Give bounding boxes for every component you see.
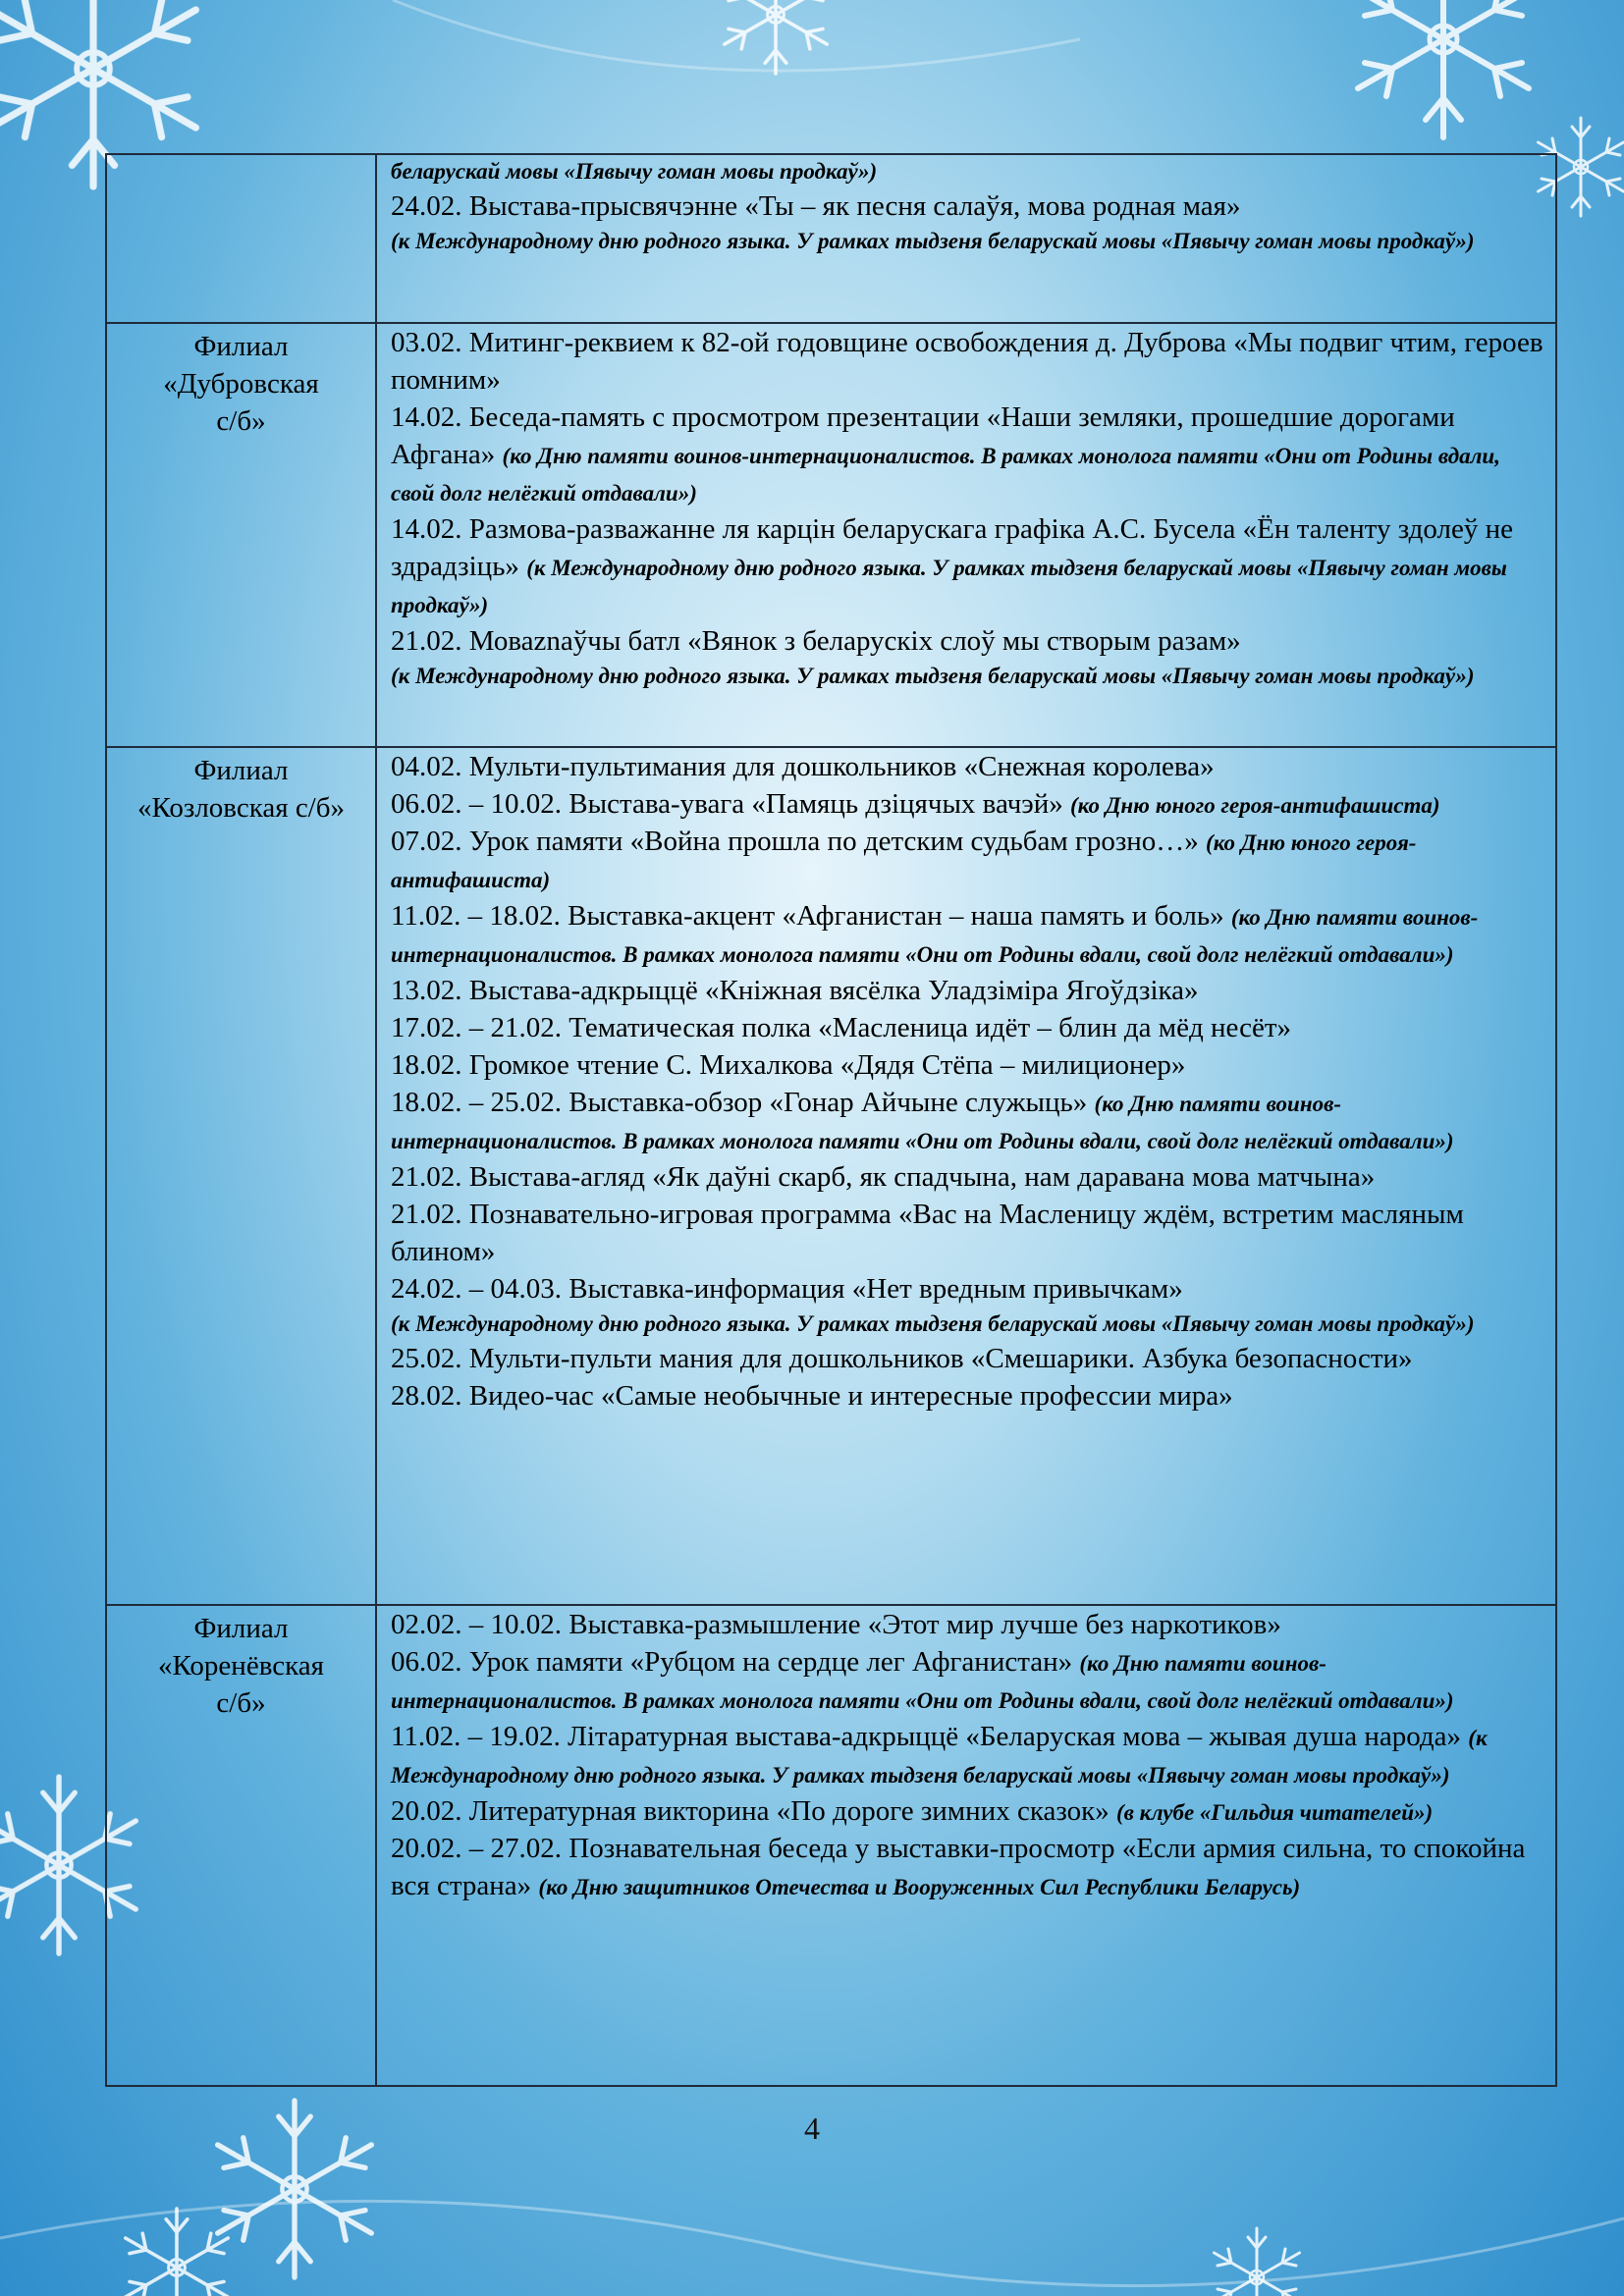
events-list — [376, 747, 1556, 1605]
branch-name — [106, 1605, 376, 2086]
branch-name-line: с/б» — [216, 1687, 266, 1719]
event-item — [391, 187, 1543, 257]
event-item — [391, 1158, 1543, 1196]
event-text: 25.02. Мульти-пульти мания для дошкольников «Смешарики. Азбука безопасности» — [391, 1343, 1413, 1374]
snowflake-icon — [1215, 2228, 1300, 2296]
branch-name-line: «Дубровская — [163, 368, 319, 400]
branch-name — [106, 747, 376, 1605]
event-note: (в клубе «Гильдия читателей») — [1115, 1800, 1434, 1825]
event-item — [391, 155, 1543, 187]
event-text: 11.02. – 18.02. Выставка-акцент «Афганистан – наша память и боль» — [391, 900, 1224, 932]
event-note: (ко Дню памяти воинов-интернационалистов. В рамках монолога памяти «Они от Родины вдали, свой долг нелёгкий отдавали») — [391, 444, 1500, 506]
event-item — [391, 1009, 1543, 1046]
events-list — [376, 1605, 1556, 2086]
event-note: (к Международному дню родного языка. У рамках тыдзеня беларускай мовы «Пявычу гоман мовы продкаў») — [391, 1311, 1475, 1336]
branch-name-line: Филиал — [193, 755, 289, 786]
event-text: 18.02. – 25.02. Выставка-обзор «Гонар Айчыне служыць» — [391, 1087, 1088, 1118]
branch-name-line: Филиал — [193, 1613, 289, 1644]
event-note: (к Международному дню родного языка. У рамках тыдзеня беларускай мовы «Пявычу гоман мовы продкаў») — [391, 229, 1475, 253]
event-note: (ко Дню защитников Отечества и Вооруженных Сил Республики Беларусь) — [538, 1875, 1301, 1899]
event-item — [391, 897, 1543, 972]
event-note: (ко Дню юного героя-антифашиста) — [1070, 793, 1440, 818]
event-text: 17.02. – 21.02. Тематическая полка «Масленица идёт – блин да мёд несёт» — [391, 1012, 1292, 1043]
event-text: 11.02. – 19.02. Літаратурная выстава-адкрыццё «Беларуская мова – жывая душа народа» — [391, 1721, 1462, 1752]
event-text: 03.02. Митинг-реквием к 82-ой годовщине освобождения д. Дуброва «Мы подвиг чтим, героев помним» — [391, 327, 1543, 396]
event-item — [391, 972, 1543, 1009]
event-item — [391, 1196, 1543, 1270]
event-item — [391, 1718, 1543, 1792]
event-text: 14.02. Беседа-память с просмотром презентации «Наши земляки, прошедшие дорогами Афгана» — [391, 401, 1455, 470]
branch-name — [106, 323, 376, 747]
snowflake-icon — [126, 2209, 228, 2296]
event-text: 20.02. Литературная викторина «По дороге зимних сказок» — [391, 1795, 1110, 1827]
event-item — [391, 1643, 1543, 1718]
event-note: беларускай мовы «Пявычу гоман мовы продкаў») — [391, 159, 878, 184]
event-text: 21.02. Выстава-агляд «Як даўні скарб, як спадчына, нам даравана мова матчына» — [391, 1161, 1376, 1193]
event-item — [391, 399, 1543, 510]
events-table — [105, 153, 1557, 2087]
event-item — [391, 823, 1543, 897]
event-text: 21.02. Моваznаўчы батл «Вянок з беларускіх слоў мы створым разам» — [391, 625, 1241, 657]
event-note: (ко Дню памяти воинов-интернационалистов. В рамках монолога памяти «Они от Родины вдали, свой долг нелёгкий отдавали») — [391, 1651, 1454, 1713]
event-item — [391, 1270, 1543, 1340]
event-text: 18.02. Громкое чтение С. Михалкова «Дядя Стёпа – милиционер» — [391, 1049, 1186, 1081]
event-note: (ко Дню памяти воинов-интернационалистов. В рамках монолога памяти «Они от Родины вдали, свой долг нелёгкий отдавали») — [391, 905, 1479, 967]
event-note: (к Международному дню родного языка. У рамках тыдзеня беларускай мовы «Пявычу гоман мовы продкаў») — [391, 664, 1475, 688]
snowflake-icon — [725, 0, 827, 74]
event-item — [391, 324, 1543, 399]
event-item — [391, 1606, 1543, 1643]
event-note: (к Международному дню родного языка. У рамках тыдзеня беларускай мовы «Пявычу гоман мовы продкаў») — [391, 556, 1507, 617]
table-row — [106, 154, 1556, 323]
event-item — [391, 1046, 1543, 1084]
event-item — [391, 785, 1543, 823]
event-text: 02.02. – 10.02. Выставка-размышление «Этот мир лучше без наркотиков» — [391, 1609, 1281, 1640]
event-item — [391, 1792, 1543, 1830]
branch-name-line: «Коренёвская — [158, 1650, 324, 1682]
event-text: 20.02. – 27.02. Познавательная беседа у выставки-просмотр «Если армия сильна, то спокойна вся страна» — [391, 1833, 1526, 1901]
table-row — [106, 323, 1556, 747]
event-text: 04.02. Мульти-пультимания для дошкольников «Снежная королева» — [391, 751, 1215, 782]
event-item — [391, 1340, 1543, 1377]
event-text: 28.02. Видео-час «Самые необычные и интересные профессии мира» — [391, 1380, 1233, 1412]
event-text: 14.02. Размова-разважанне ля карцін беларускага графіка А.С. Бусела «Ён таленту здолеў не здрадзіць» — [391, 513, 1513, 582]
event-item — [391, 1377, 1543, 1415]
branch-name-line: Филиал — [193, 331, 289, 362]
event-text: 06.02. Урок памяти «Рубцом на сердце лег Афганистан» — [391, 1646, 1073, 1678]
event-item — [391, 1830, 1543, 1904]
event-text: 24.02. – 04.03. Выставка-информация «Нет вредным привычкам» — [391, 1273, 1183, 1305]
event-text: 13.02. Выстава-адкрыццё «Кніжная вясёлка Уладзіміра Ягоўдзіка» — [391, 975, 1199, 1006]
event-note: (ко Дню юного героя-антифашиста) — [391, 830, 1417, 892]
event-text: 24.02. Выстава-прысвячэнне «Ты – як песня салаўя, мова родная мая» — [391, 190, 1241, 222]
event-item — [391, 748, 1543, 785]
event-text: 06.02. – 10.02. Выстава-увага «Памяць дзіцячых вачэй» — [391, 788, 1063, 820]
table-row — [106, 747, 1556, 1605]
branch-name — [106, 154, 376, 323]
event-text: 21.02. Познавательно-игровая программа «Вас на Масленицу ждём, встретим масляным блином» — [391, 1199, 1464, 1267]
event-text: 07.02. Урок памяти «Война прошла по детским судьбам грозно…» — [391, 826, 1199, 857]
event-item — [391, 1084, 1543, 1158]
events-list — [376, 154, 1556, 323]
event-note: (к Международному дню родного языка. У рамках тыдзеня беларускай мовы «Пявычу гоман мовы продкаў») — [391, 1726, 1488, 1788]
event-item — [391, 622, 1543, 692]
table-row — [106, 1605, 1556, 2086]
event-note: (ко Дню памяти воинов-интернационалистов. В рамках монолога памяти «Они от Родины вдали, свой долг нелёгкий отдавали») — [391, 1092, 1454, 1153]
branch-name-line: «Козловская с/б» — [136, 792, 345, 824]
event-item — [391, 510, 1543, 622]
branch-name-line: с/б» — [216, 405, 266, 437]
snowflake-icon — [1358, 0, 1529, 137]
page-number: 4 — [804, 2110, 820, 2146]
events-list — [376, 323, 1556, 747]
